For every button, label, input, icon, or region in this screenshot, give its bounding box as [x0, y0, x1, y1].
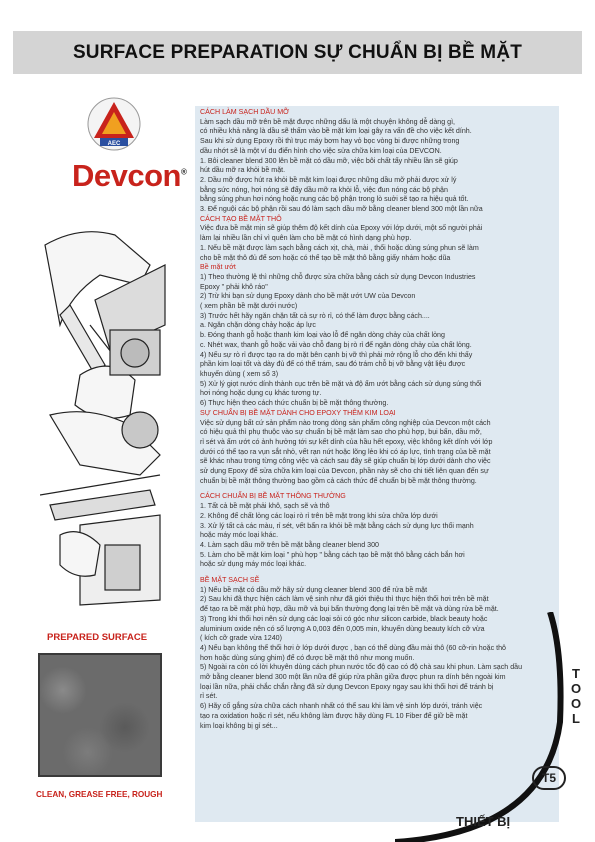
text-line: 3. Để nguội các bộ phận rồi sau đó làm sạch dầu mỡ bằng cleaner blend 300 một lần nữa — [200, 205, 483, 214]
text-line: có hiệu quả thì phụ thuộc vào sự chuẩn bị bề mặt làm sao cho phù hợp, bụi bẩn, dầu mỡ, — [200, 428, 482, 437]
section-heading: CÁCH CHUẨN BỊ BỀ MẶT THÔNG THƯỜNG — [200, 492, 346, 501]
text-line: 2. Không để chất lỏng các loại rò rỉ trên bề mặt trong khi sửa chữa lớp dưới — [200, 511, 438, 520]
text-line: 2) Sau khi đã thực hiện cách làm vệ sinh như đã giới thiệu thì thực hiện thổi hơi trên bề mặt — [200, 595, 489, 604]
tool-letter: L — [572, 711, 580, 726]
text-line: dưới có thể tạo ra vụn sắt nhỏ, vết rạn nứt hoặc lõng lẻo khi có áp lực, tình trạng của bề mặt — [200, 447, 491, 456]
logo-text: AEC — [107, 141, 121, 147]
title-bar — [13, 31, 582, 74]
text-line: Việc sử dụng bất cứ sản phẩm nào trong dòng sản phẩm công nghiệp của Devcon một cách — [200, 418, 491, 427]
text-line: cho bề mặt thô đủ để sơn hoặc có thể tạo bề mặt thô bằng giấy nhám hoặc dũa — [200, 253, 451, 262]
text-line: aluminium oxide nên có số lượng A 0,003 đến 0,005 min, khuyến dùng beauty kích cỡ vừa — [200, 624, 485, 633]
text-line: có nhiều khả năng là dầu sẽ thấm vào bề mặt kim loại gây ra vấn đề cho việc kết dính. — [200, 127, 472, 136]
text-line: Sau khi sử dụng Epoxy rồi thì trục máy bơm hay vỏ bọc vòng bi được những trong — [200, 137, 460, 146]
swatch-caption: CLEAN, GREASE FREE, ROUGH — [36, 790, 163, 799]
brand-name: Devcon — [72, 158, 181, 193]
prepared-surface-label: PREPARED SURFACE — [47, 632, 148, 643]
text-line: bằng súng phun hơi nóng hoặc nung các bộ phận trong lò suởi sẽ tạo ra hiệu quả tốt. — [200, 195, 469, 204]
text-line: rỉ sét và ẩm ướt có ảnh hưởng tới sự kết dính của hầu hết epoxy, việc không kết dính với lớp — [200, 437, 493, 446]
text-line: tạo ra oxidation hoặc rỉ sét, nếu không làm được hãy dùng FL 10 Fiber để giữ bề mặt — [200, 711, 468, 720]
tool-side-label — [570, 666, 582, 726]
text-line: 1) Theo thường lệ thì những chỗ được sửa chữa bằng cách sử dụng Devcon Industries — [200, 272, 476, 281]
brand-logo — [72, 158, 186, 194]
text-line: Epoxy " phải khô ráo" — [200, 282, 268, 291]
surface-preparation-illustration — [40, 205, 170, 610]
text-line: 3) Trước hết hãy ngăn chặn tất cả sự rò rỉ, có thể làm được bằng cách.... — [200, 311, 430, 320]
text-line: chuẩn bị bề mặt thông thường bao gồm cả cách thức để chuẩn bị bề mặt thông thường. — [200, 476, 477, 485]
text-line: 1. Nếu bề mặt được làm sạch bằng cách xịt, chà, mài , thổi hoặc dùng súng phun sẽ làm — [200, 243, 479, 252]
text-line: Việc đưa bề mặt mịn sẽ giúp thêm độ kết dính của Epoxy với lớp dưới, một số người phải — [200, 224, 483, 233]
text-line: 5) Ngoài ra còn có lời khuyên dùng cách phun nước tốc độ cao có độ chà sau khi phun. Làm sạch dầu — [200, 663, 523, 672]
section-heading: CÁCH TẠO BỀ MẶT THÔ — [200, 214, 282, 223]
text-line: hoặc máy móc loại khác. — [200, 531, 279, 540]
text-line: 1) Nếu bề mặt có dầu mỡ hãy sử dụng cleaner blend 300 để rửa bề mặt — [200, 585, 428, 594]
page-title: SURFACE PREPARATION SỰ CHUẨN BỊ BỀ MẶT — [72, 41, 523, 63]
text-line: a. Ngăn chặn dòng chảy hoặc áp lực — [200, 321, 316, 330]
text-line: 4. Làm sạch dầu mỡ trên bề mặt bằng cleaner blend 300 — [200, 540, 379, 549]
prepared-surface-swatch — [38, 653, 162, 777]
text-line: 1. Tất cả bề mặt phải khô, sạch sẽ và thô — [200, 502, 330, 511]
page-badge: T5 — [532, 766, 566, 790]
text-line: hơi nóng hoặc dụng cụ khác tương tự. — [200, 389, 322, 398]
text-line: để tạo ra bề mặt phù hợp, dầu mỡ và bụi bẩn thường đọng lại trên bề mặt và dùng rửa bề mặt. — [200, 605, 499, 614]
section-heading: BỀ MẶT SẠCH SẼ — [200, 576, 260, 585]
tool-letter: O — [570, 696, 582, 711]
text-line: 5. Làm cho bề mặt kim loại " phù hợp " bằng cách tạo bề mặt thô bằng cách bắn hơi — [200, 550, 465, 559]
text-line: 6) Hãy cố gắng sửa chữa cách nhanh nhất có thể sau khi làm vệ sinh lớp dưới, tránh việc — [200, 702, 483, 711]
text-line: Làm sạch dầu mỡ trên bề mặt được những dấu là một chuyện không dễ dàng gì, — [200, 117, 456, 126]
text-line: sẽ khác nhau trong từng công việc và cách sau đây sẽ giúp chuẩn bị lớp dưới dành cho việc — [200, 457, 491, 466]
text-line: bằng sức nóng, hơi nóng sẽ đẩy dầu mỡ ra khỏi lỗ, việc đun nóng các bộ phận — [200, 185, 448, 194]
text-line: 2. Dầu mỡ được hút ra khỏi bề mặt kim loại được những dầu mỡ phải được xử lý — [200, 175, 457, 184]
text-line: hút dầu mỡ ra khỏi bề mặt. — [200, 166, 286, 175]
section-heading: SỰ CHUẨN BỊ BỀ MẶT DÀNH CHO EPOXY THÊM KIM LOẠI — [200, 408, 396, 417]
brand-mark: ® — [180, 167, 187, 177]
tool-letter: T — [572, 666, 580, 681]
text-line: c. Nhét wax, thanh gỗ hoặc vải vào chỗ đang bị rò rỉ để ngăn dòng chảy của chất lỏng. — [200, 340, 472, 349]
text-line: ( kích cỡ grade vừa 1240) — [200, 634, 282, 643]
text-line: làm lại nhiều lần chỉ vì quên làm cho bề mặt có hình dạng phù hợp. — [200, 234, 412, 243]
text-line: 2) Trừ khi bạn sử dụng Epoxy dành cho bề mặt ướt UW của Devcon — [200, 292, 416, 301]
text-line: hơn hoặc dùng súng ghim) để có được bề mặt thô như mong muốn. — [200, 653, 415, 662]
footer-label: THIẾT BỊ — [456, 814, 511, 829]
text-line: phần kim loại tốt và dày đủ để có thể trám, sau đó trám chỗ bị vỡ bằng vật liệu được — [200, 360, 466, 369]
text-line: 4) Nếu sự rò rỉ được tạo ra do mặt bên cạnh bị vỡ thì phải mở rộng lỗ cho đến khi thấy — [200, 350, 473, 359]
tool-letter: O — [570, 681, 582, 696]
text-line: mỡ bằng cleaner blend 300 một lần nữa để giúp rửa phần giữa được phun ra dính bên ngoài kim — [200, 673, 506, 682]
text-line: sử dụng Epoxy để sửa chữa kim loại của Devcon, phần này sẽ cho chi tiết liên quan đến sự — [200, 467, 489, 476]
section-heading: CÁCH LÀM SẠCH DẦU MỠ — [200, 108, 290, 116]
text-line: 6) Thực hiện theo cách thức chuẩn bị bề mặt thông thường. — [200, 399, 389, 408]
text-line: ( xem phần bề mặt dưới nước) — [200, 302, 298, 311]
text-line: rỉ sét. — [200, 692, 218, 701]
text-line: 4) Nếu bạn không thể thổi hơi ở lớp dưới được , bạn có thể dùng đầu mài thô (60 cỡ-rin hoặc thô — [200, 643, 506, 652]
text-line: loại lần nữa, phải chắc chắn rằng đã sử dụng Devcon Epoxy ngay sau khi thổi hơi để tránh bị — [200, 682, 494, 691]
text-line: kim loại không bị gỉ sét... — [200, 721, 278, 730]
decorative-curve — [395, 612, 595, 842]
text-line: 3) Trong khi thổi hơi nên sử dụng các loại sỏi có góc như silicon carbide, black beauty hoặc — [200, 614, 488, 623]
text-line: 1. Bôi cleaner blend 300 lên bề mặt có dầu mỡ, việc bôi chất tẩy nhiều lần sẽ giúp — [200, 156, 458, 165]
aec-logo-icon — [86, 96, 142, 152]
section-heading: Bề mặt ướt — [200, 263, 236, 272]
text-line: khuyến dùng ( xem số 3) — [200, 369, 279, 378]
text-line: b. Đóng thanh gỗ hoặc thanh kim loại vào lỗ để ngăn dòng chảy của chất lỏng — [200, 331, 445, 340]
text-line: dầu nhớt sẽ là một ví du điển hình cho việc sửa chữa kim loại của DEVCON. — [200, 146, 442, 155]
text-line: 5) Xử lý giọt nước dính thành cục trên bề mặt và độ ẩm ướt bằng cách sử dụng súng thổi — [200, 379, 482, 388]
text-line: hoặc sử dụng máy móc loại khác. — [200, 560, 307, 569]
text-line: 3. Xử lý tất cả các màu, rỉ sét, vết bẩn ra khỏi bề mặt bằng cách sử dụng lực thổi mạnh — [200, 521, 474, 530]
